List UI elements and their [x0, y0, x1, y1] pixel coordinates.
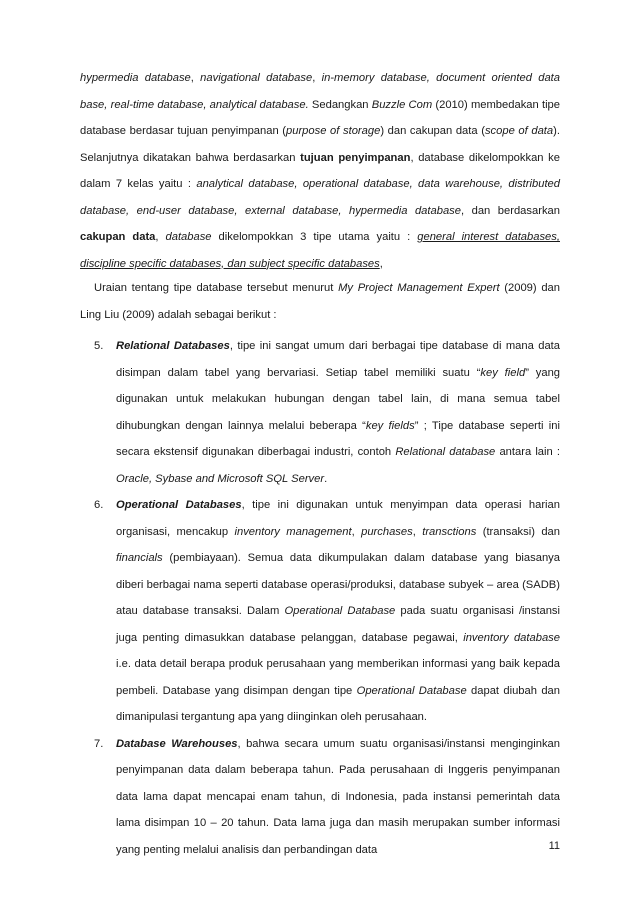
text-run: . — [324, 472, 328, 485]
text-run: hypermedia database — [80, 72, 191, 84]
text-run: tujuan penyimpanan — [300, 151, 411, 164]
list-item — [80, 333, 560, 492]
text-run: general interest databases, discipline specific databases, dan subject specific databases — [80, 231, 560, 270]
text-run: antara lain : — [495, 446, 560, 458]
text-run: (transaksi) dan — [476, 525, 560, 538]
text-run: i.e. data detail berapa produk perusahaan yang memberikan informasi yang baik kepada pembeli. Database yang disimpan dengan tipe — [116, 658, 560, 697]
text-run: inventory database — [463, 631, 560, 644]
text-run: pada suatu organisasi /instansi juga penting dimasukkan database pelanggan, database pegawai, — [116, 605, 560, 644]
text-run: navigational database — [200, 72, 313, 84]
text-run: Oracle, Sybase and Microsoft SQL Server — [116, 472, 325, 485]
text-run: , — [155, 231, 166, 243]
text-run: ) dan cakupan data ( — [380, 125, 485, 137]
text-run: database — [165, 231, 212, 243]
text-run: My Project Management Expert — [338, 282, 500, 294]
database-type-list — [80, 333, 560, 863]
text-run: inventory management — [234, 525, 352, 538]
text-run: key fields — [365, 419, 415, 432]
text-run: Operational Databases — [116, 499, 242, 511]
text-run: financials — [116, 552, 163, 564]
text-run: Relational Databases — [116, 340, 230, 352]
list-item-text — [116, 499, 560, 723]
paragraph-intro-list — [80, 275, 560, 328]
text-run: , — [412, 525, 423, 538]
text-run: scope of data — [484, 125, 554, 137]
text-run: in-memory database, document oriented data base, real-time database, analytical database. — [80, 72, 561, 111]
list-item-text — [116, 738, 560, 856]
text-run: , tipe ini digunakan untuk menyimpan data operasi harian organisasi, mencakup — [116, 499, 560, 538]
text-run: (pembiayaan). Semua data dikumpulakan dalam database yang biasanya diberi berbagai nama seperti database operasi/produksi, database subyek – area (SADB) atau database transaksi. Dalam — [116, 552, 560, 617]
text-run: Uraian tentang tipe database tersebut menurut — [94, 282, 339, 294]
text-run: purpose of storage — [286, 125, 381, 137]
text-run: purchases — [361, 525, 413, 538]
text-run: dikelompokkan 3 tipe utama yaitu : — [211, 231, 418, 243]
list-item — [80, 492, 560, 731]
text-run: , — [190, 72, 201, 84]
text-run: key field — [480, 366, 526, 379]
text-run: Buzzle Com — [371, 98, 433, 111]
text-run: (2010) membedakan tipe database berdasar tujuan penyimpanan ( — [80, 98, 560, 137]
text-run: analytical database, operational database, data warehouse, distributed database, end-user database, external database, hypermedia database — [80, 178, 560, 217]
text-run: Operational Database — [356, 684, 467, 697]
text-run: ” yang digunakan untuk melakukan hubungan dengan tabel lain, di mana semua tabel dihubungkan dengan lainnya melalui beberapa “ — [116, 366, 561, 432]
text-run: Operational Database — [284, 605, 396, 617]
text-run: , dan berdasarkan — [460, 204, 560, 217]
text-run: ). Selanjutnya dikatakan bahwa berdasarkan — [80, 125, 560, 164]
text-run: Database Warehouses — [116, 737, 238, 750]
text-run: , database dikelompokkan ke dalam 7 kelas yaitu : — [80, 151, 560, 190]
text-run: dapat diubah dan dimanipulasi tergantung apa yang diinginkan oleh perusahaan. — [116, 684, 560, 723]
text-run: , — [351, 525, 362, 538]
text-run: Sedangkan — [308, 98, 372, 111]
list-item-number: 5. — [94, 340, 104, 352]
text-run: Relational database — [395, 446, 496, 458]
text-run: ” ; Tipe database seperti ini secara ekstensif digunakan diberbagai industri, contoh — [116, 419, 561, 458]
list-item-number: 6. — [94, 499, 104, 511]
list-item — [80, 731, 560, 864]
list-item-number: 7. — [94, 737, 104, 750]
text-run: , tipe ini sangat umum dari berbagai tipe database di mana data disimpan dalam tabel yang bervariasi. Setiap tabel memiliki suatu “ — [116, 340, 560, 379]
text-run: transctions — [422, 525, 477, 538]
text-run: , — [312, 72, 322, 84]
text-run: , bahwa secara umum suatu organisasi/instansi menginginkan penyimpanan data dalam beberapa tahun. Pada perusahaan di Inggeris penyimpanan data lama dapat mencapai enam tahun, di Indonesia, pada instansi pemerintah data lama disimpan 10 – 20 tahun. Data lama juga dan masih merupakan sumber informasi yang penting melalui analisis dan perbandingan data — [116, 737, 560, 856]
text-run: (2009) dan Ling Liu (2009) adalah sebagai berikut : — [80, 282, 560, 321]
list-item-text — [116, 340, 560, 485]
paragraph-database-types — [80, 65, 560, 277]
text-run: cakupan data — [80, 231, 156, 243]
text-run: , — [379, 257, 383, 270]
page-number: 11 — [548, 840, 560, 852]
